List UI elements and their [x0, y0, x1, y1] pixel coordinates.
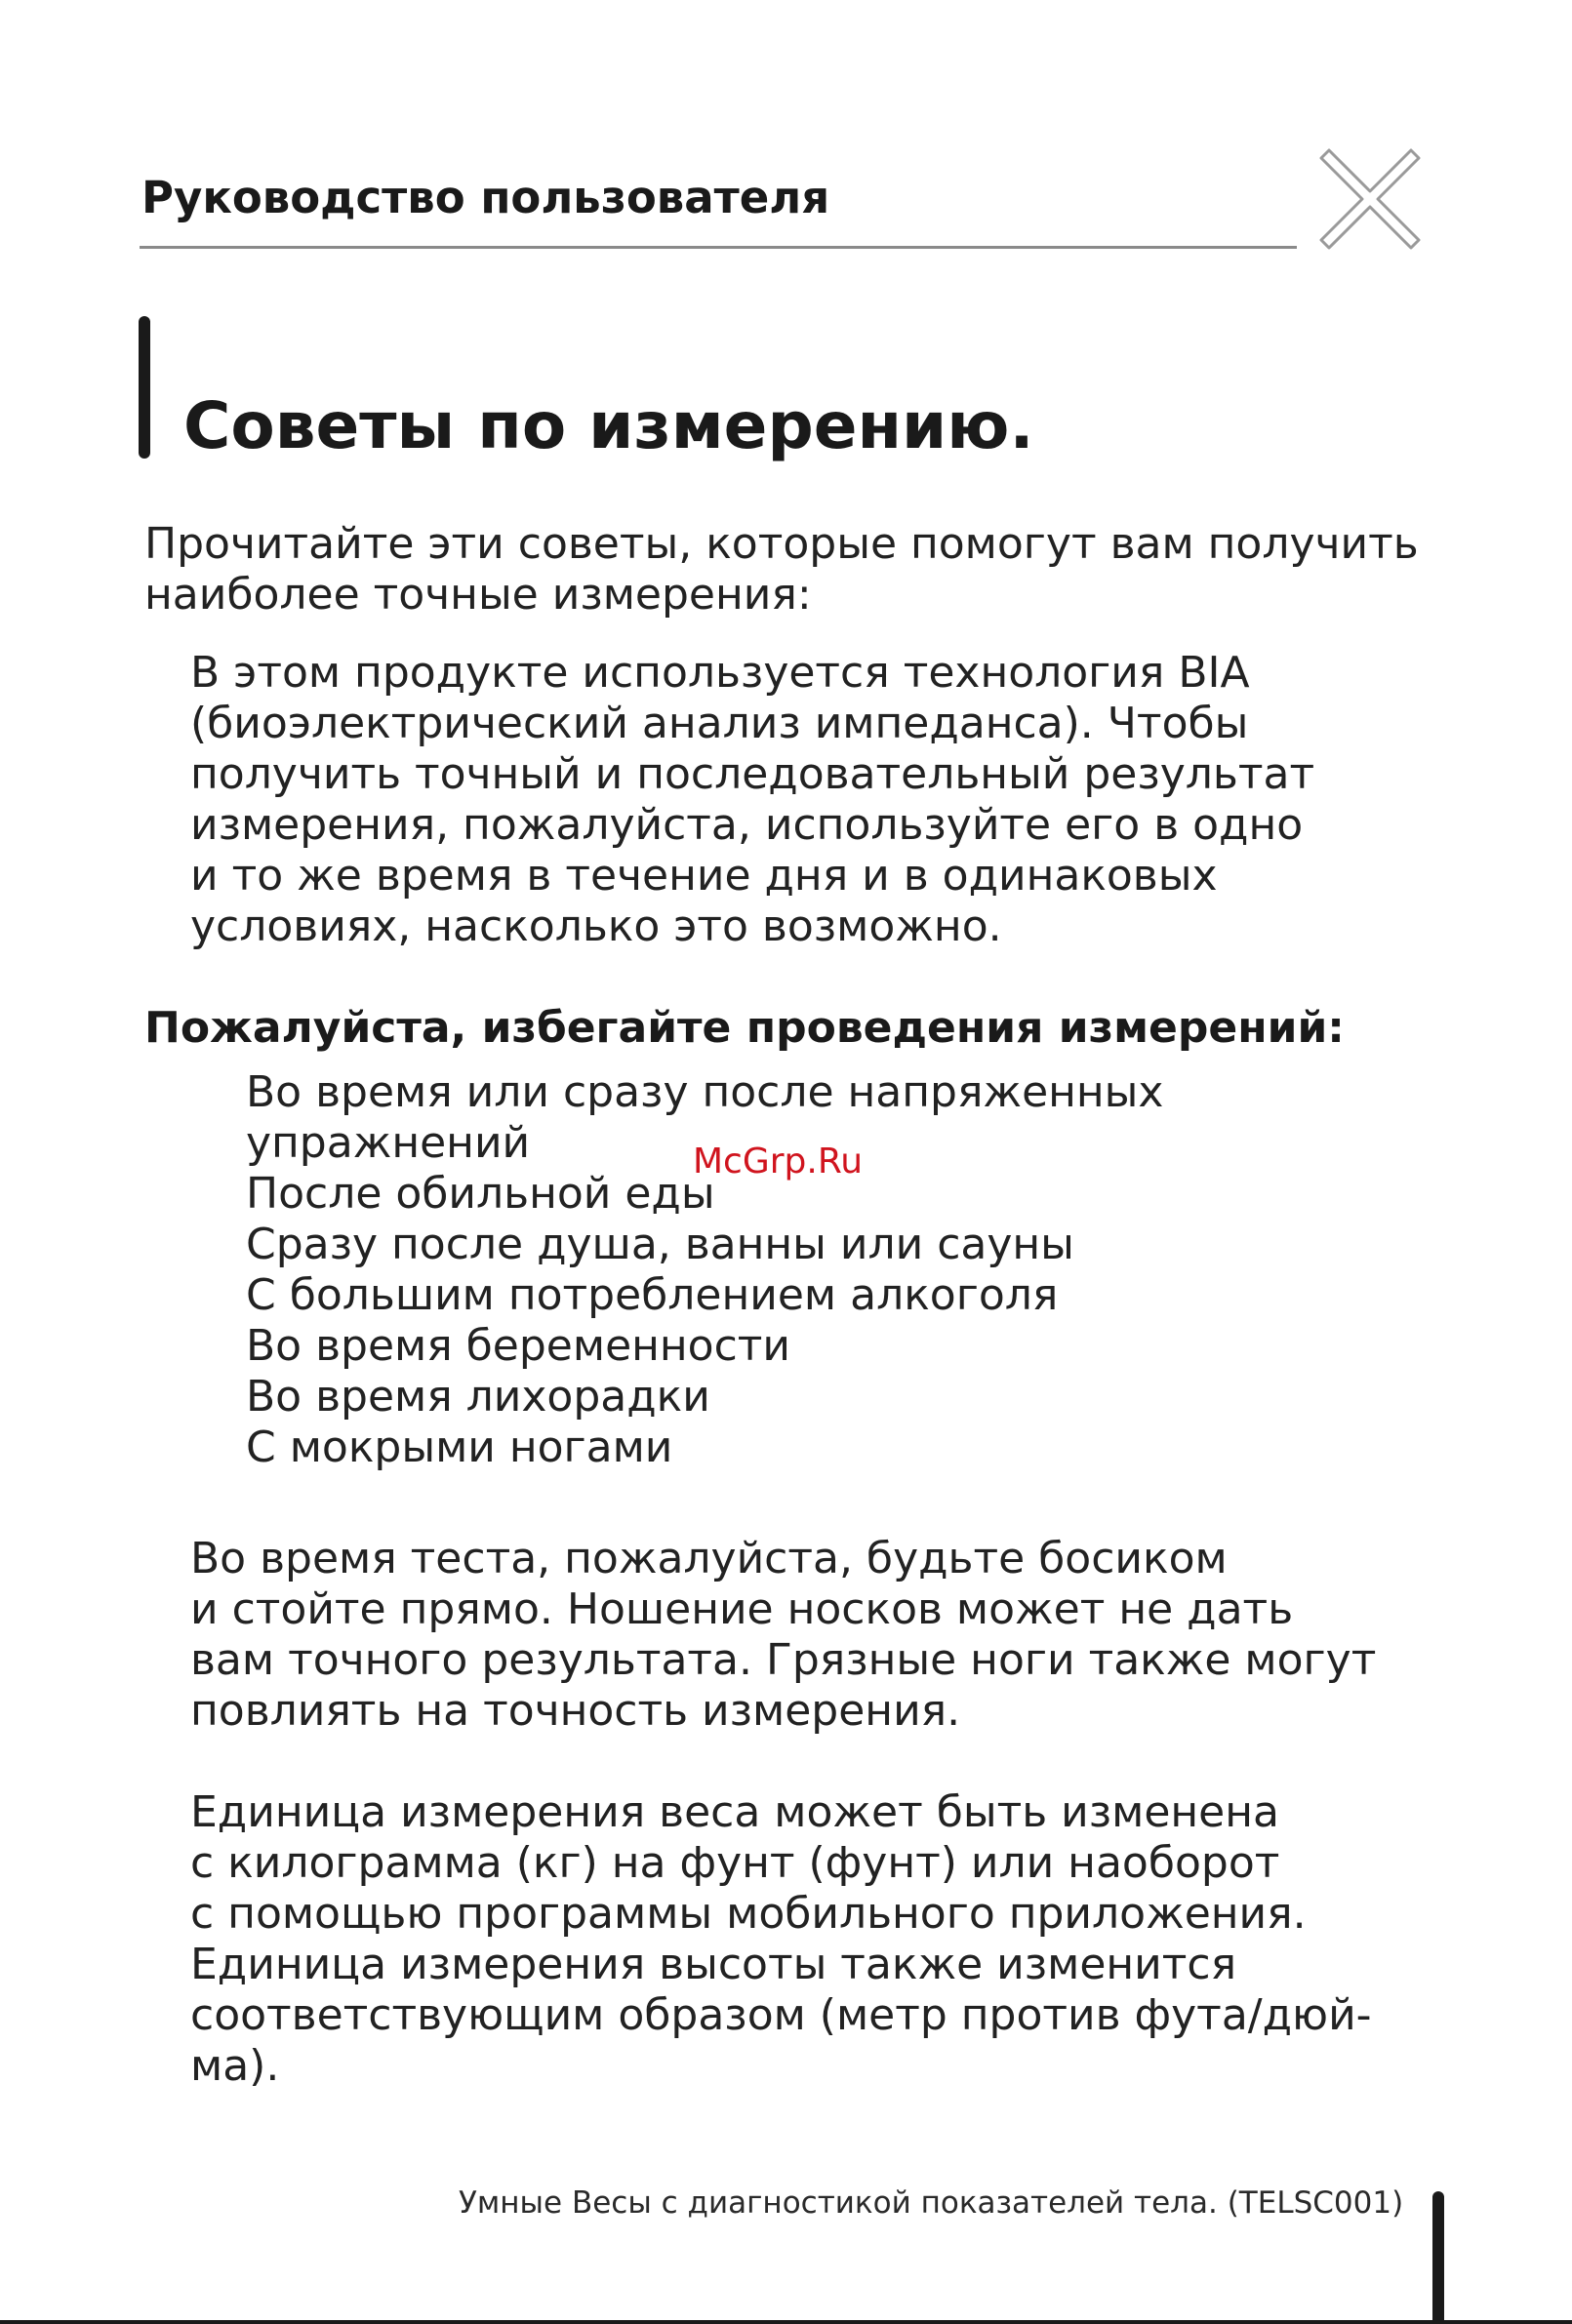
units-paragraph: [190, 1787, 1372, 2092]
bia-line: В этом продукте используется технология BIA: [190, 648, 1250, 698]
watermark: McGrp.Ru: [693, 1142, 864, 1182]
list-item: С большим потреблением алкоголя: [246, 1270, 1059, 1320]
intro-paragraph: [144, 519, 1419, 621]
section-title: Советы по измерению.: [183, 388, 1034, 463]
barefoot-line: вам точного результата. Грязные ноги также могут: [190, 1635, 1377, 1685]
footer-accent-bar: [1432, 2191, 1444, 2324]
list-item: Во время лихорадки: [246, 1372, 710, 1422]
bia-line: условиях, насколько это возможно.: [190, 902, 1002, 951]
avoid-heading: Пожалуйста, избегайте проведения измерений:: [144, 1003, 1345, 1053]
list-item: После обильной еды: [246, 1169, 715, 1219]
units-line: с килограмма (кг) на фунт (фунт) или наоборот: [190, 1838, 1280, 1888]
list-item: упражнений: [246, 1118, 531, 1168]
header-divider: [140, 246, 1297, 249]
bottom-rule: [0, 2320, 1572, 2324]
list-item: С мокрыми ногами: [246, 1422, 673, 1472]
barefoot-line: Во время теста, пожалуйста, будьте босиком: [190, 1534, 1228, 1583]
bia-line: получить точный и последовательный результат: [190, 749, 1315, 799]
units-line: соответствующим образом (метр против фута/дюй-: [190, 1990, 1372, 2040]
units-line: Единица измерения веса может быть изменена: [190, 1787, 1279, 1837]
list-item: Сразу после душа, ванны или сауны: [246, 1220, 1074, 1269]
bia-line: измерения, пожалуйста, используйте его в одно: [190, 800, 1304, 850]
avoid-list: [246, 1067, 1163, 1473]
intro-line: Прочитайте эти советы, которые помогут вам получить: [144, 519, 1419, 569]
units-line: ма).: [190, 2041, 280, 2091]
units-line: Единица измерения высоты также изменится: [190, 1940, 1237, 1989]
bia-line: (биоэлектрический анализ импеданса). Чтобы: [190, 699, 1249, 748]
list-item: Во время беременности: [246, 1321, 791, 1371]
list-item: Во время или сразу после напряженных: [246, 1067, 1164, 1117]
bia-paragraph: [190, 648, 1314, 952]
intro-line: наиболее точные измерения:: [144, 570, 812, 620]
barefoot-line: повлиять на точность измерения.: [190, 1686, 961, 1736]
barefoot-line: и стойте прямо. Ношение носков может не дать: [190, 1584, 1294, 1634]
x-logo-icon: [1315, 144, 1425, 254]
header-title: Руководство пользователя: [141, 172, 830, 223]
section-accent-bar: [139, 316, 150, 459]
bia-line: и то же время в течение дня и в одинаковых: [190, 851, 1218, 901]
footer-text: Умные Весы с диагностикой показателей тела. (TELSC001): [459, 2185, 1404, 2221]
barefoot-paragraph: [190, 1534, 1376, 1737]
units-line: с помощью программы мобильного приложения.: [190, 1889, 1307, 1939]
